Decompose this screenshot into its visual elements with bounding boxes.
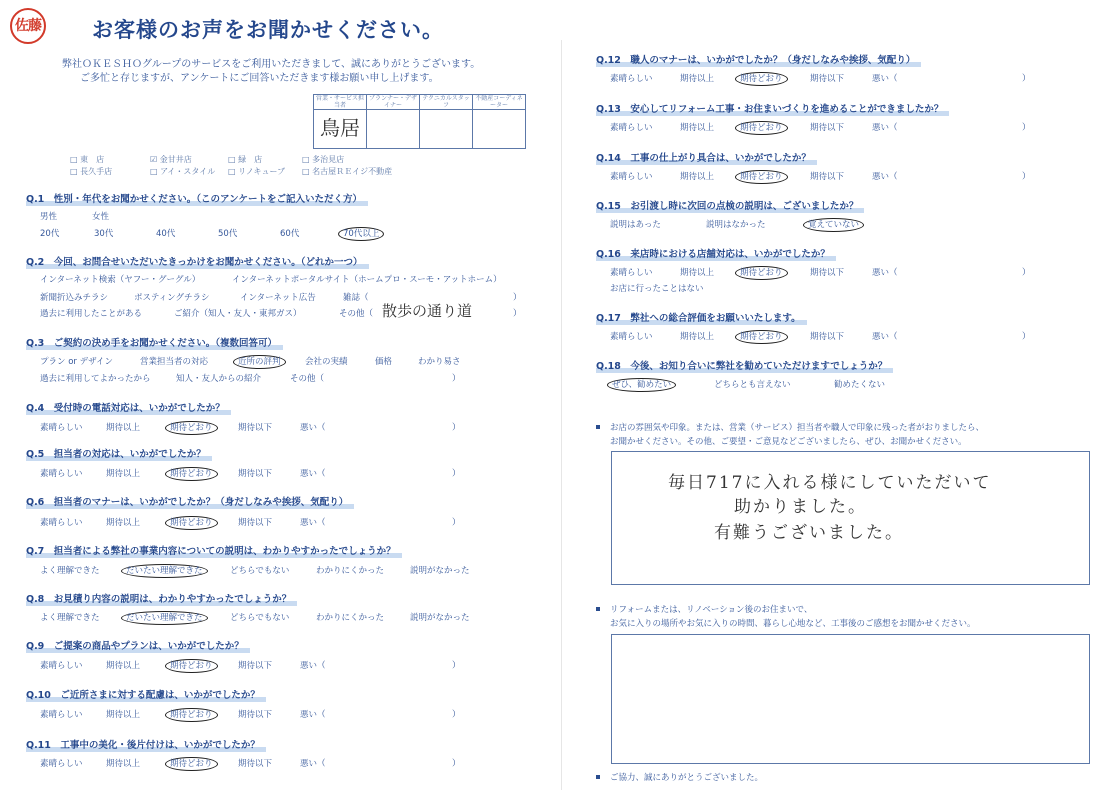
q4-bad-close: ）: [452, 423, 461, 433]
q13-opt-bad[interactable]: 悪い（: [872, 123, 898, 133]
comment1-textarea[interactable]: [611, 451, 1090, 585]
q16-bad-close: ）: [1022, 268, 1031, 278]
q11-label: Q.11 工事中の美化・後片付けは、いかがでしたか？: [26, 737, 260, 751]
q4-opt-above[interactable]: 期待以上: [106, 423, 141, 433]
q8-opt-none[interactable]: 説明がなかった: [410, 613, 470, 623]
q12-opt-excellent[interactable]: 素晴らしい: [610, 74, 653, 84]
q8-opt-unclear[interactable]: わかりにくかった: [316, 613, 385, 623]
store-option-6[interactable]: □ アイ・スタイル: [150, 167, 216, 176]
q9-opt-above[interactable]: 期待以上: [106, 661, 141, 671]
footer-thanks: ご協力、誠にありがとうございました。: [610, 773, 764, 783]
q6-bad-close: ）: [452, 518, 461, 528]
q15-opt-not-explained[interactable]: 説明はなかった: [706, 220, 766, 230]
q17-opt-bad[interactable]: 悪い（: [872, 332, 898, 342]
q1-age-70-selected[interactable]: 70代以上: [343, 227, 379, 239]
q12-opt-above[interactable]: 期待以上: [680, 74, 715, 84]
q14-opt-bad[interactable]: 悪い（: [872, 172, 898, 182]
q5-opt-below[interactable]: 期待以下: [238, 469, 273, 479]
staff-realestate-cell[interactable]: [473, 110, 526, 149]
q4-opt-bad[interactable]: 悪い（: [300, 423, 326, 433]
q17-opt-excellent[interactable]: 素晴らしい: [610, 332, 653, 342]
staff-header-realestate: 不動産コーディネーター: [473, 95, 526, 110]
q7-opt-mostly-selected[interactable]: だいたい理解できた: [126, 564, 203, 576]
q6-opt-below[interactable]: 期待以下: [238, 518, 273, 528]
q12-opt-bad[interactable]: 悪い（: [872, 74, 898, 84]
store-option-1[interactable]: □ 東 店: [70, 155, 105, 164]
q11-opt-expected-selected[interactable]: 期待どおり: [170, 757, 213, 769]
q2-other-handwritten[interactable]: 散歩の通り道: [382, 302, 473, 320]
q2-opt-past-use[interactable]: 過去に利用したことがある: [40, 309, 143, 319]
comment1-hand-line-3: 有難うございました。: [714, 523, 904, 543]
comment1-hand-line-2: 助かりました。: [734, 497, 867, 517]
store-option-8[interactable]: □ 名古屋ＲＥイジ不動産: [302, 167, 393, 176]
comment2-bullet-icon: [596, 607, 600, 611]
staff-table: [313, 94, 526, 149]
q3-opt-price[interactable]: 価格: [375, 357, 393, 367]
q2-opt-referral[interactable]: ご紹介（知人・友人・東邦ガス）: [174, 309, 302, 319]
q4-opt-expected-selected[interactable]: 期待どおり: [170, 421, 213, 433]
q16-opt-never-visited[interactable]: お店に行ったことはない: [610, 284, 704, 294]
q7-opt-well[interactable]: よく理解できた: [40, 566, 100, 576]
q9-opt-excellent[interactable]: 素晴らしい: [40, 661, 83, 671]
staff-sales-name: 鳥居: [320, 116, 360, 140]
q13-opt-expected-selected[interactable]: 期待どおり: [740, 121, 783, 133]
q5-opt-excellent[interactable]: 素晴らしい: [40, 469, 83, 479]
q3-opt-plan[interactable]: プラン or デザイン: [40, 357, 114, 367]
staff-header-planner: プランナー・デザイナー: [367, 95, 420, 110]
q2-opt-portal[interactable]: インターネットポータルサイト（ホームプロ・スーモ・アットホーム）: [232, 275, 502, 285]
q4-label: Q.4 受付時の電話対応は、いかがでしたか？: [26, 400, 225, 414]
q16-opt-bad[interactable]: 悪い（: [872, 268, 898, 278]
q2-opt-newspaper[interactable]: 新聞折込みチラシ: [40, 293, 109, 303]
comment1-hand-line-1: 毎日717に入れる様にしていただいて: [668, 473, 992, 493]
page-title: お客様のお声をお聞かせください。: [92, 18, 444, 42]
q2-opt-search[interactable]: インターネット検索（ヤフー・グーグル）: [40, 275, 201, 285]
q3-opt-record[interactable]: 会社の実績: [305, 357, 348, 367]
intro-line-1: 弊社ＯＫＥＳＨＯグループのサービスをご利用いただきまして、誠にありがとうございます。: [62, 59, 481, 70]
q3-opt-past-good[interactable]: 過去に利用してよかったから: [40, 374, 151, 384]
q3-opt-staff[interactable]: 営業担当者の対応: [140, 357, 209, 367]
q8-opt-neutral[interactable]: どちらでもない: [230, 613, 290, 623]
q1-age-40[interactable]: 40代: [156, 229, 176, 239]
staff-sales-cell[interactable]: [314, 110, 367, 149]
q14-opt-above[interactable]: 期待以上: [680, 172, 715, 182]
comment1-bullet-icon: [596, 425, 600, 429]
q7-opt-none[interactable]: 説明がなかった: [410, 566, 470, 576]
comment1-prompt-line-1: お店の雰囲気や印象。または、営業（サービス）担当者や職人で印象に残った者がおりましたら、: [610, 423, 985, 433]
comment2-textarea[interactable]: [611, 634, 1090, 764]
q12-opt-below[interactable]: 期待以下: [810, 74, 845, 84]
store-option-3[interactable]: □ 緑 店: [228, 155, 263, 164]
page-fold-divider: [561, 40, 562, 790]
q2-magazine-close: ）: [513, 293, 522, 303]
q17-opt-below[interactable]: 期待以下: [810, 332, 845, 342]
q5-label: Q.5 担当者の対応は、いかがでしたか？: [26, 446, 206, 460]
q9-opt-bad[interactable]: 悪い（: [300, 661, 326, 671]
q9-label: Q.9 ご提案の商品やプランは、いかがでしたか？: [26, 638, 244, 652]
q13-opt-above[interactable]: 期待以上: [680, 123, 715, 133]
staff-planner-cell[interactable]: [367, 110, 420, 149]
q13-opt-below[interactable]: 期待以下: [810, 123, 845, 133]
q8-opt-well[interactable]: よく理解できた: [40, 613, 100, 623]
q3-label: Q.3 ご契約の決め手をお聞かせください。（複数回答可）: [26, 335, 277, 349]
q17-label: Q.17 弊社への総合評価をお願いいたします。: [596, 310, 801, 324]
q11-opt-excellent[interactable]: 素晴らしい: [40, 759, 83, 769]
q1-gender-female[interactable]: 女性: [92, 212, 110, 222]
q17-opt-above[interactable]: 期待以上: [680, 332, 715, 342]
q4-opt-below[interactable]: 期待以下: [238, 423, 273, 433]
q8-opt-mostly-selected[interactable]: だいたい理解できた: [126, 611, 203, 623]
q10-opt-below[interactable]: 期待以下: [238, 710, 273, 720]
comment2-prompt-line-2: お気に入りの場所やお気に入りの時間、暮らし心地など、工事後のご感想をお聞かせください。: [610, 619, 976, 629]
q4-opt-excellent[interactable]: 素晴らしい: [40, 423, 83, 433]
q2-opt-net-ad[interactable]: インターネット広告: [240, 293, 316, 303]
q11-opt-below[interactable]: 期待以下: [238, 759, 273, 769]
q6-label: Q.6 担当者のマナーは、いかがでしたか？（身だしなみや挨拶、気配り）: [26, 494, 348, 508]
q1-age-30[interactable]: 30代: [94, 229, 114, 239]
q11-opt-bad[interactable]: 悪い（: [300, 759, 326, 769]
q14-label: Q.14 工事の仕上がり具合は、いかがでしたか？: [596, 150, 811, 164]
q5-bad-close: ）: [452, 469, 461, 479]
comment1-prompt-line-2: お聞かせください。その他、ご要望・ご意見などございましたら、ぜひ、お聞かせください。: [610, 437, 967, 447]
q10-opt-bad[interactable]: 悪い（: [300, 710, 326, 720]
store-option-7[interactable]: □ リノキューブ: [228, 167, 286, 176]
q3-other-close: ）: [452, 374, 461, 384]
q10-opt-above[interactable]: 期待以上: [106, 710, 141, 720]
q8-label: Q.8 お見積り内容の説明は、わかりやすかったでしょうか？: [26, 591, 291, 605]
q16-opt-below[interactable]: 期待以下: [810, 268, 845, 278]
q9-bad-close: ）: [452, 661, 461, 671]
q18-opt-recommend-selected[interactable]: ぜひ、勧めたい: [612, 378, 671, 390]
q6-opt-excellent[interactable]: 素晴らしい: [40, 518, 83, 528]
q3-opt-clarity[interactable]: わかり易さ: [418, 357, 461, 367]
q3-opt-friend[interactable]: 知人・友人からの紹介: [176, 374, 262, 384]
q18-opt-not-recommend[interactable]: 勧めたくない: [834, 380, 886, 390]
q12-bad-close: ）: [1022, 74, 1031, 84]
store-option-4[interactable]: □ 多治見店: [302, 155, 345, 164]
q10-label: Q.10 ご近所さまに対する配慮は、いかがでしたか？: [26, 687, 260, 701]
q7-label: Q.7 担当者による弊社の事業内容についての説明は、わかりやすかったでしょうか？: [26, 543, 396, 557]
q5-opt-above[interactable]: 期待以上: [106, 469, 141, 479]
q15-opt-dont-remember-selected[interactable]: 覚えていない: [808, 218, 859, 230]
comment2-prompt-line-1: リフォームまたは、リノベーション後のお住まいで、: [610, 605, 813, 615]
q14-opt-below[interactable]: 期待以下: [810, 172, 845, 182]
footer-bullet-icon: [596, 775, 600, 779]
staff-header-sales: 営業・サービス担当者: [314, 95, 367, 110]
store-option-5[interactable]: □ 長久手店: [70, 167, 113, 176]
intro-line-2: ご多忙と存じますが、アンケートにご回答いただきます様お願い申し上げます。: [80, 73, 439, 84]
q6-opt-bad[interactable]: 悪い（: [300, 518, 326, 528]
q10-opt-excellent[interactable]: 素晴らしい: [40, 710, 83, 720]
q13-opt-excellent[interactable]: 素晴らしい: [610, 123, 653, 133]
q3-opt-reputation-selected[interactable]: 近所の評判: [238, 355, 281, 367]
q14-opt-expected-selected[interactable]: 期待どおり: [740, 170, 783, 182]
q7-opt-neutral[interactable]: どちらでもない: [230, 566, 290, 576]
q9-opt-below[interactable]: 期待以下: [238, 661, 273, 671]
q5-opt-expected-selected[interactable]: 期待どおり: [170, 467, 213, 479]
q12-label: Q.12 職人のマナーは、いかがでしたか？（身だしなみや挨拶、気配り）: [596, 52, 915, 66]
q1-age-60[interactable]: 60代: [280, 229, 300, 239]
q16-opt-expected-selected[interactable]: 期待どおり: [740, 266, 783, 278]
q6-opt-expected-selected[interactable]: 期待どおり: [170, 516, 213, 528]
q11-opt-above[interactable]: 期待以上: [106, 759, 141, 769]
q2-opt-other[interactable]: その他（: [339, 309, 374, 319]
q10-bad-close: ）: [452, 710, 461, 720]
q2-label: Q.2 今回、お問合せいただいたきっかけをお聞かせください。（どれか一つ）: [26, 254, 363, 268]
q1-age-20[interactable]: 20代: [40, 229, 60, 239]
q13-bad-close: ）: [1022, 123, 1031, 133]
q2-opt-posting[interactable]: ポスティングチラシ: [134, 293, 210, 303]
q2-other-close: ）: [513, 309, 522, 319]
q18-opt-neutral[interactable]: どちらとも言えない: [714, 380, 791, 390]
q16-label: Q.16 来店時における店舗対応は、いかがでしたか？: [596, 246, 830, 260]
q16-opt-above[interactable]: 期待以上: [680, 268, 715, 278]
store-option-2[interactable]: ☑ 金甘井店: [150, 155, 192, 164]
q7-opt-unclear[interactable]: わかりにくかった: [316, 566, 385, 576]
name-seal: 佐藤: [10, 8, 46, 44]
q6-opt-above[interactable]: 期待以上: [106, 518, 141, 528]
q11-bad-close: ）: [452, 759, 461, 769]
q18-label: Q.18 今後、お知り合いに弊社を勧めていただけますでしょうか？: [596, 358, 887, 372]
staff-technical-cell[interactable]: [420, 110, 473, 149]
q1-age-50[interactable]: 50代: [218, 229, 238, 239]
q16-opt-excellent[interactable]: 素晴らしい: [610, 268, 653, 278]
q17-opt-expected-selected[interactable]: 期待どおり: [740, 330, 783, 342]
q9-opt-expected-selected[interactable]: 期待どおり: [170, 659, 213, 671]
q2-opt-magazine[interactable]: 雑誌（: [343, 293, 369, 303]
q3-opt-other[interactable]: その他（: [290, 374, 325, 384]
q1-gender-male[interactable]: 男性: [40, 212, 58, 222]
q1-label: Q.1 性別・年代をお聞かせください。（このアンケートをご記入いただく方）: [26, 191, 362, 205]
q15-label: Q.15 お引渡し時に次回の点検の説明は、ございましたか？: [596, 198, 858, 212]
q10-opt-expected-selected[interactable]: 期待どおり: [170, 708, 213, 720]
staff-header-technical: テクニカルスタッフ: [420, 95, 473, 110]
q13-label: Q.13 安心してリフォーム工事・お住まいづくりを進めることができましたか？: [596, 101, 943, 115]
q14-bad-close: ）: [1022, 172, 1031, 182]
q12-opt-expected-selected[interactable]: 期待どおり: [740, 72, 783, 84]
q14-opt-excellent[interactable]: 素晴らしい: [610, 172, 653, 182]
q5-opt-bad[interactable]: 悪い（: [300, 469, 326, 479]
q15-opt-explained[interactable]: 説明はあった: [610, 220, 661, 230]
q17-bad-close: ）: [1022, 332, 1031, 342]
